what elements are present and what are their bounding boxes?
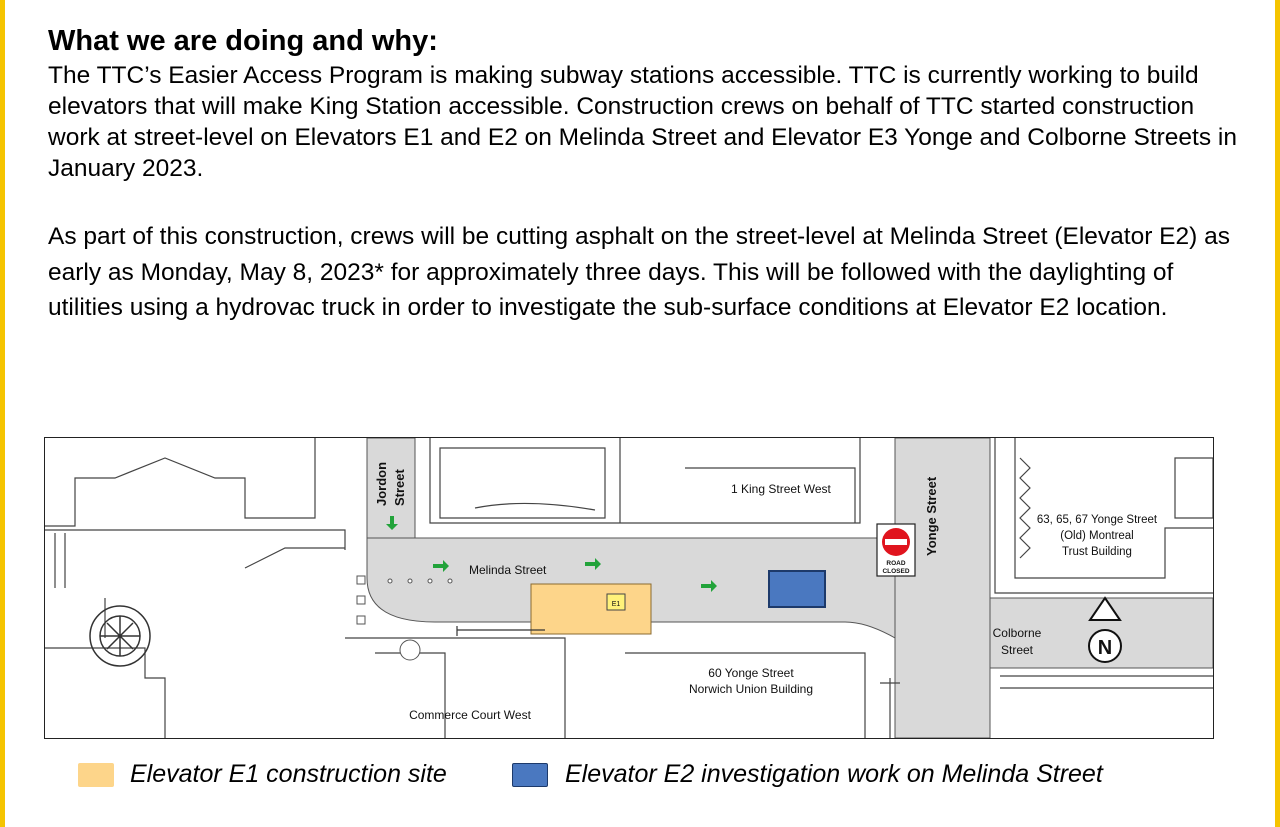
- yonge-street-road: [895, 438, 990, 738]
- melinda-street-label: Melinda Street: [469, 563, 547, 577]
- section-heading: What we are doing and why:: [48, 25, 438, 57]
- map-legend: [0, 758, 1280, 792]
- yonge-60-label-2: Norwich Union Building: [688, 682, 814, 696]
- colborne-street-label-2: Street: [1000, 643, 1034, 657]
- king-street-west-label: 1 King Street West: [731, 482, 831, 496]
- commerce-court-label: Commerce Court West: [409, 708, 531, 722]
- paragraph-program: The TTC’s Easier Access Program is making subway stations accessible. TTC is currently working to build elevators that will make King Station accessible. Construction crews on behalf of TTC started construction work at street-level on Elevators E1 and E2 on Melinda Street and Elevator E3 Yonge and Colborne Streets in January 2023.: [48, 62, 1237, 182]
- legend-e1-label: Elevator E1 construction site: [130, 760, 447, 788]
- yonge-63-label-3: Trust Building: [1062, 546, 1132, 558]
- legend-e2-swatch: [512, 763, 548, 787]
- legend-e1-swatch: [78, 763, 114, 787]
- jordon-street-label-2: Street: [392, 469, 407, 506]
- road-closed-text-2: CLOSED: [882, 568, 910, 575]
- site-map-drawing: [45, 438, 1213, 738]
- yonge-60-label-1: 60 Yonge Street: [708, 666, 794, 680]
- yonge-63-label-1: 63, 65, 67 Yonge Street: [1036, 514, 1158, 526]
- rotunda: [90, 606, 150, 666]
- yonge-street-label: Yonge Street: [924, 476, 939, 556]
- site-map: [44, 437, 1214, 739]
- legend-e2-label: Elevator E2 investigation work on Melinda Street: [565, 760, 1103, 788]
- paragraph-construction: As part of this construction, crews will be cutting asphalt on the street-level at Melinda Street (Elevator E2) as early as Monday, May 8, 2023* for approximately three days. This will be followed with the daylighting of utilities using a hydrovac truck in order to investigate the sub-surface conditions at Elevator E2 location.: [48, 223, 1230, 321]
- yonge-63-label-2: (Old) Montreal: [1060, 530, 1134, 542]
- e2-investigation-site: [769, 571, 825, 607]
- north-label: N: [1097, 637, 1113, 659]
- colborne-street-label-1: Colborne: [992, 626, 1042, 640]
- right-border-stripe: [1275, 0, 1280, 827]
- left-border-stripe: [0, 0, 5, 827]
- road-closed-sign: [877, 524, 915, 576]
- e1-marker-label: E1: [611, 601, 621, 608]
- road-closed-text-1: ROAD: [886, 560, 906, 567]
- jordon-street-label-1: Jordon: [374, 461, 389, 506]
